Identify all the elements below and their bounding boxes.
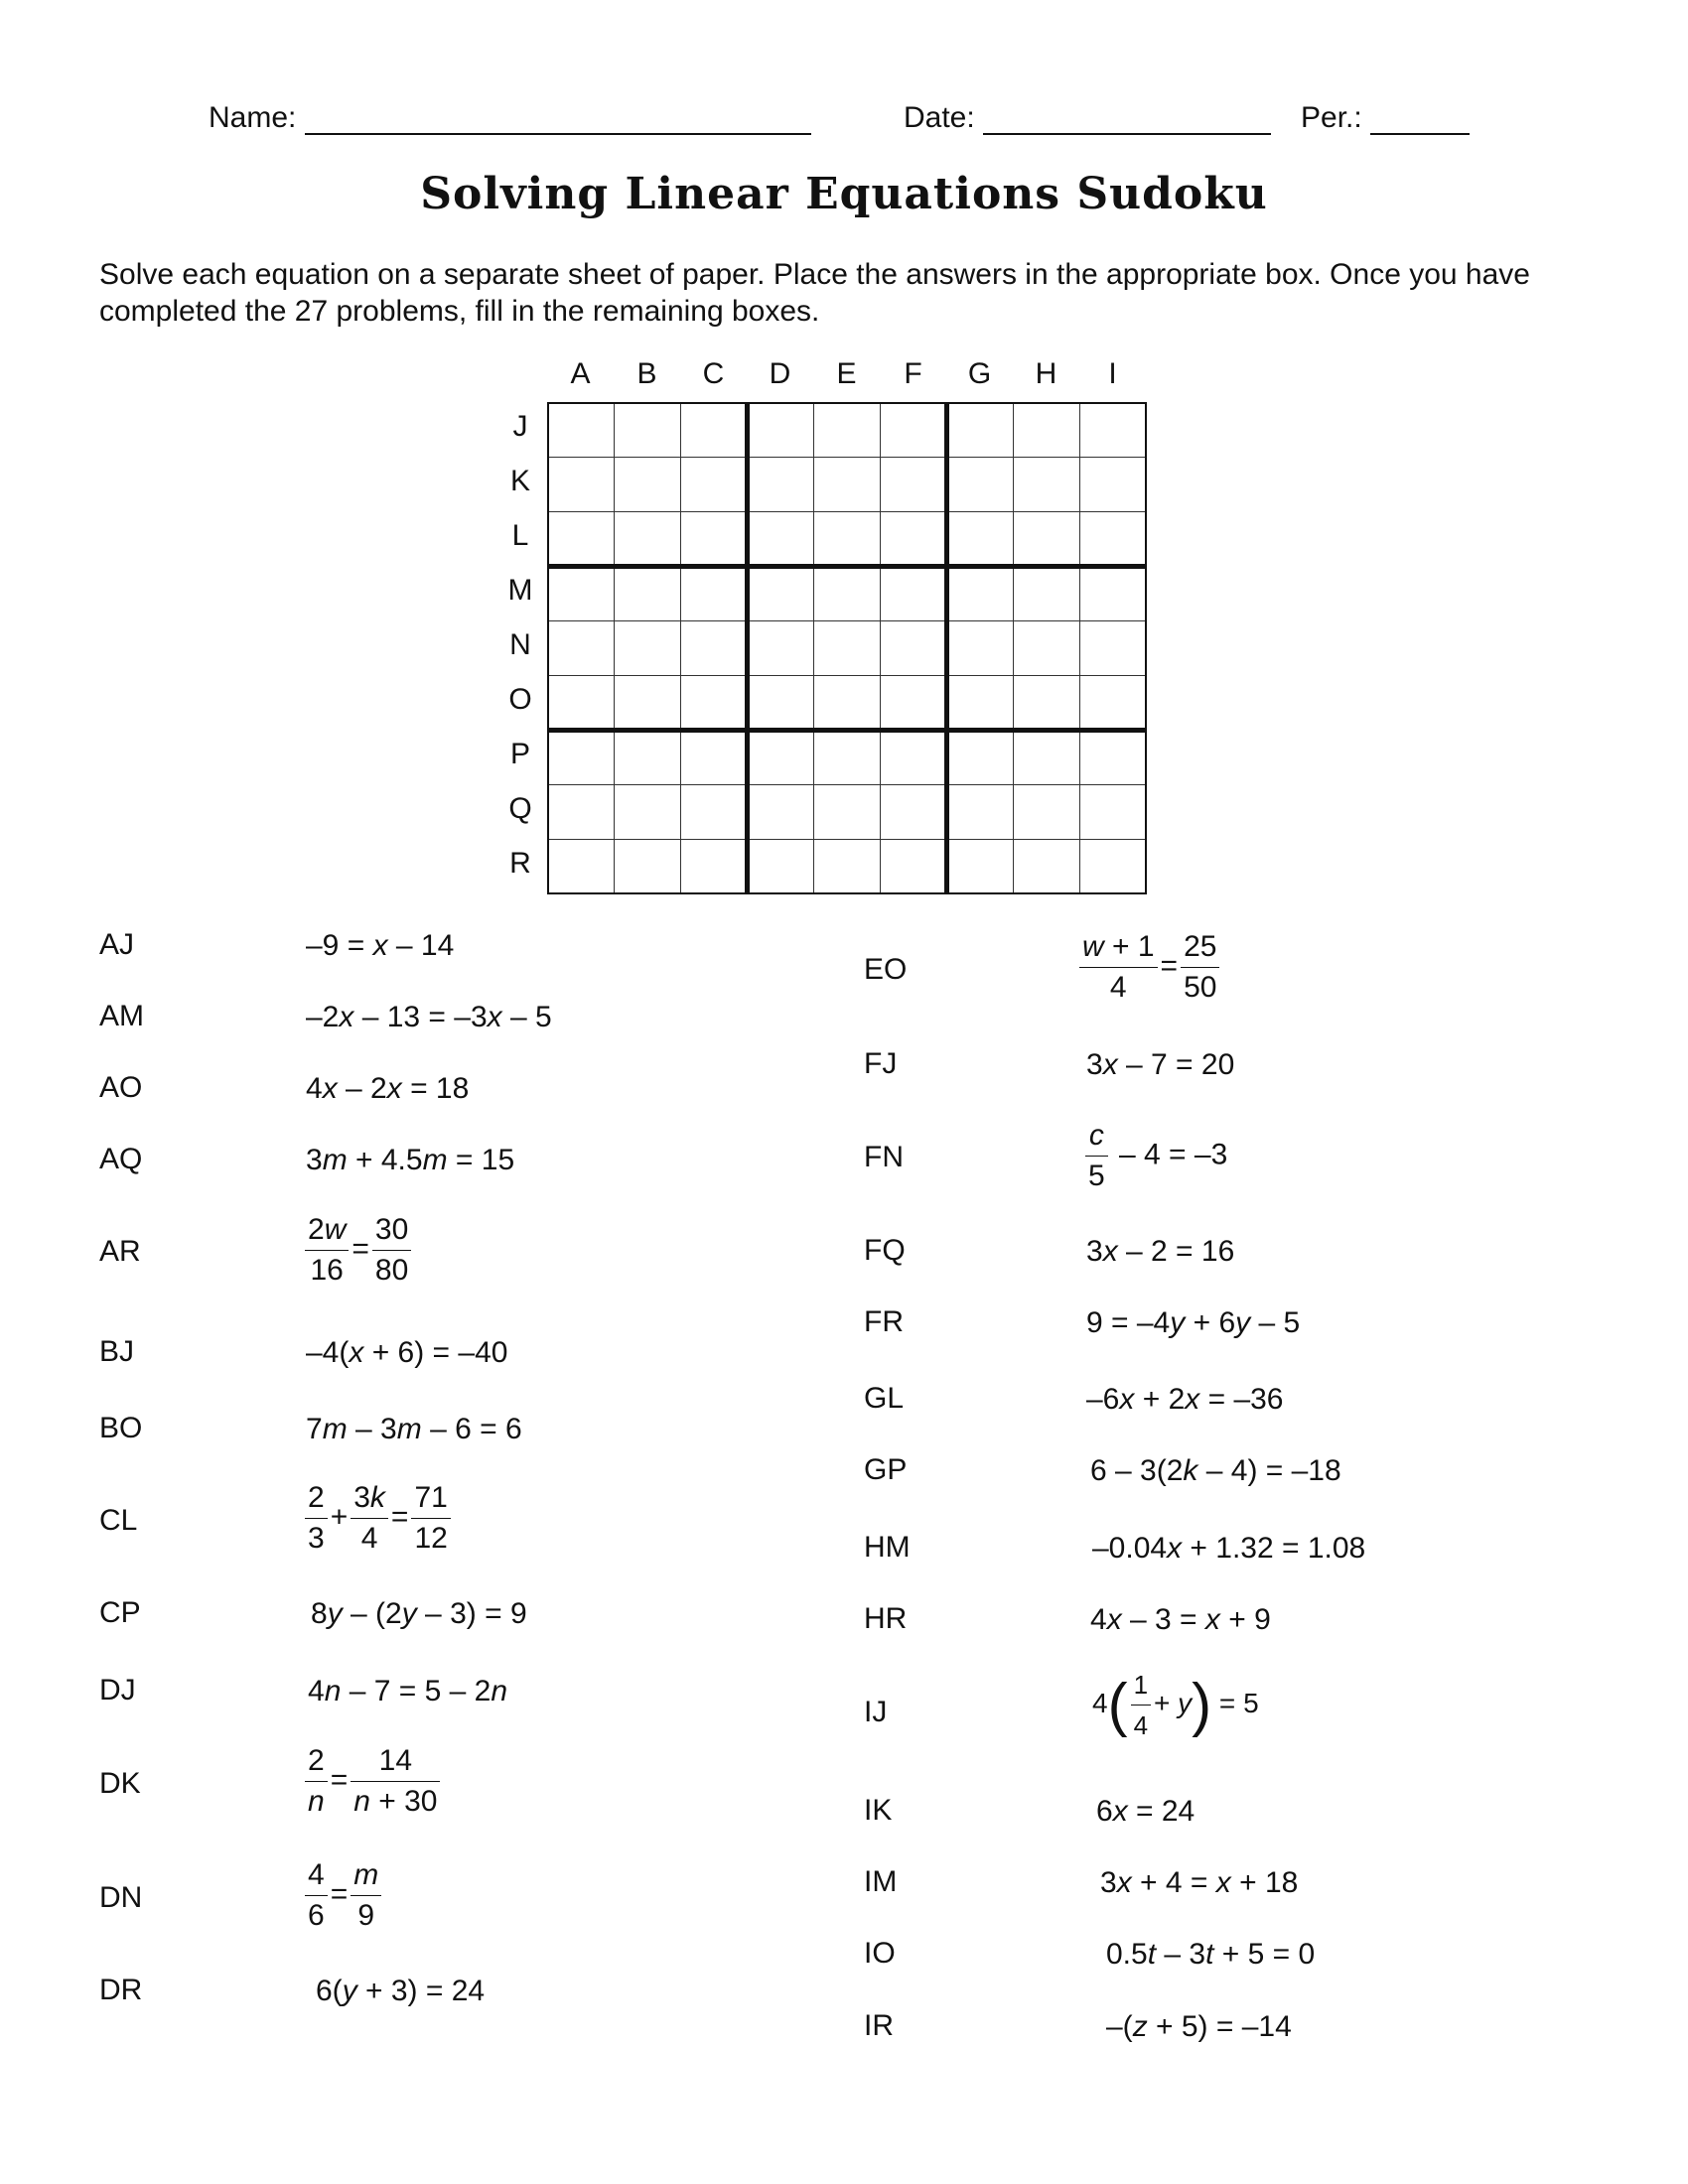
equation-DN: $\frac{4}{6}$ = $\frac{m}{9}$	[302, 1858, 384, 1933]
equation-CL: $\frac{2}{3}$ + $\frac{3k}{4}$ = $\frac{71}{12}$	[302, 1481, 454, 1556]
problem-code-IO: IO	[864, 1937, 896, 1970]
column-label-A: A	[570, 357, 591, 390]
grid-frame	[547, 402, 1147, 894]
equation-BO: 7m – 3m – 6 = 6	[306, 1413, 522, 1445]
problem-code-AR: AR	[99, 1235, 141, 1268]
equation-IJ: 4( $\frac{1}{4}$ + y) = 5	[1092, 1670, 1259, 1740]
period-field[interactable]	[1301, 99, 1470, 135]
equation-AM: –2x – 13 = –3x – 5	[306, 1001, 552, 1033]
equation-EO: $\frac{w + 1}{4}$ = $\frac{25}{50}$	[1076, 930, 1222, 1005]
problem-code-DR: DR	[99, 1974, 143, 2006]
sudoku-grid	[547, 402, 1146, 893]
problem-code-IR: IR	[864, 2009, 894, 2042]
row-label-N: N	[509, 628, 531, 661]
problem-code-DK: DK	[99, 1767, 141, 1800]
problem-code-AM: AM	[99, 1000, 144, 1032]
problem-code-GP: GP	[864, 1453, 908, 1486]
name-blank[interactable]	[305, 99, 811, 135]
equation-FJ: 3x – 7 = 20	[1086, 1048, 1235, 1081]
column-label-I: I	[1108, 357, 1117, 390]
problem-code-CL: CL	[99, 1504, 138, 1537]
instructions: Solve each equation on a separate sheet of paper. Place the answers in the appropriate box. Once you have completed the 27 problems, fill in the remaining boxes.	[99, 258, 1530, 328]
equation-AR: $\frac{2w}{16}$ = $\frac{30}{80}$	[302, 1213, 414, 1288]
problem-code-DJ: DJ	[99, 1674, 136, 1706]
equation-DR: 6(y + 3) = 24	[316, 1975, 486, 2007]
problem-code-EO: EO	[864, 953, 908, 986]
equation-IM: 3x + 4 = x + 18	[1100, 1866, 1299, 1899]
equation-CP: 8y – (2y – 3) = 9	[311, 1597, 527, 1630]
problem-code-FR: FR	[864, 1305, 904, 1338]
column-label-B: B	[636, 357, 657, 390]
period-label: Per.:	[1301, 101, 1362, 134]
equation-DK: $\frac{2}{n}$ = $\frac{14}{n + 30}$	[302, 1744, 443, 1819]
equation-AQ: 3m + 4.5m = 15	[306, 1144, 515, 1176]
page-title: Solving Linear Equations Sudoku	[420, 169, 1268, 219]
period-blank[interactable]	[1370, 99, 1470, 135]
column-label-E: E	[836, 357, 857, 390]
equation-AJ: –9 = x – 14	[306, 929, 455, 962]
equation-FN: $\frac{c}{5}$ – 4 = –3	[1082, 1119, 1227, 1193]
name-field[interactable]	[209, 99, 811, 135]
equation-AO: 4x – 2x = 18	[306, 1072, 470, 1105]
problem-code-DN: DN	[99, 1881, 143, 1914]
row-label-P: P	[509, 738, 530, 770]
column-label-D: D	[769, 357, 791, 390]
problem-code-BO: BO	[99, 1412, 143, 1444]
column-label-F: F	[904, 357, 922, 390]
column-label-H: H	[1035, 357, 1057, 390]
date-field[interactable]	[904, 99, 1271, 135]
row-label-O: O	[508, 683, 532, 716]
equation-IR: –(z + 5) = –14	[1106, 2010, 1292, 2043]
column-label-C: C	[702, 357, 725, 390]
equation-HR: 4x – 3 = x + 9	[1090, 1603, 1271, 1636]
column-label-G: G	[967, 357, 992, 390]
date-blank[interactable]	[983, 99, 1271, 135]
problem-code-FJ: FJ	[864, 1047, 898, 1080]
equation-FQ: 3x – 2 = 16	[1086, 1235, 1235, 1268]
row-label-R: R	[509, 847, 531, 880]
problem-code-GL: GL	[864, 1382, 905, 1415]
equation-DJ: 4n – 7 = 5 – 2n	[308, 1675, 508, 1707]
problem-code-AJ: AJ	[99, 928, 135, 961]
problem-code-FN: FN	[864, 1141, 904, 1173]
problem-code-AO: AO	[99, 1071, 143, 1104]
problem-code-IK: IK	[864, 1794, 893, 1827]
equation-GL: –6x + 2x = –36	[1086, 1383, 1284, 1416]
equation-IK: 6x = 24	[1096, 1795, 1196, 1828]
equation-HM: –0.04x + 1.32 = 1.08	[1092, 1532, 1366, 1565]
problem-code-IM: IM	[864, 1865, 898, 1898]
problem-code-FQ: FQ	[864, 1234, 906, 1267]
problem-code-HR: HR	[864, 1602, 908, 1635]
row-label-Q: Q	[508, 792, 532, 825]
date-label: Date:	[904, 101, 975, 134]
problem-code-BJ: BJ	[99, 1335, 135, 1368]
problem-code-IJ: IJ	[864, 1696, 888, 1728]
problem-code-AQ: AQ	[99, 1143, 143, 1175]
equation-BJ: –4(x + 6) = –40	[306, 1336, 508, 1369]
equation-FR: 9 = –4y + 6y – 5	[1086, 1306, 1301, 1339]
equation-IO: 0.5t – 3t + 5 = 0	[1106, 1938, 1316, 1971]
row-label-L: L	[511, 519, 529, 552]
equation-GP: 6 – 3(2k – 4) = –18	[1090, 1454, 1341, 1487]
row-label-M: M	[507, 574, 533, 607]
row-label-J: J	[512, 410, 528, 443]
name-label: Name:	[209, 101, 297, 134]
problem-code-HM: HM	[864, 1531, 911, 1564]
row-label-K: K	[509, 465, 530, 497]
problem-code-CP: CP	[99, 1596, 141, 1629]
